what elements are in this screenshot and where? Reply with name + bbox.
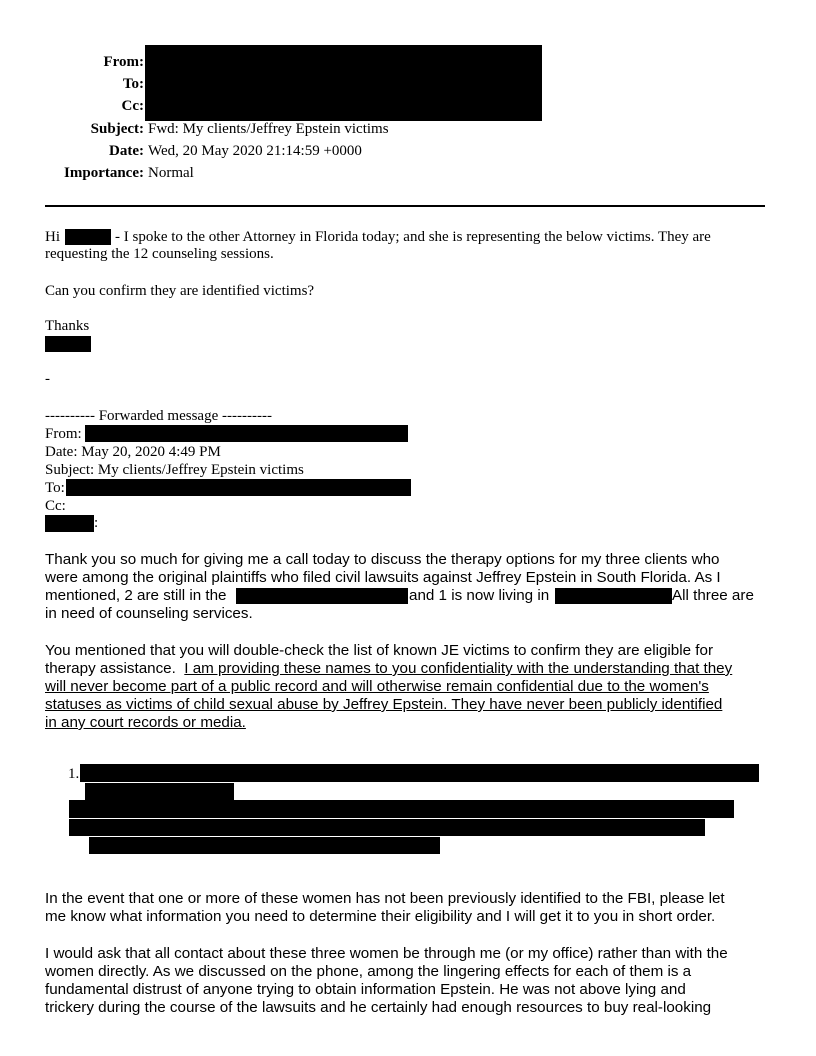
- date-label: Date:: [109, 143, 144, 159]
- reply-line-2: requesting the 12 counseling sessions.: [45, 246, 274, 262]
- p2-line-1: You mentioned that you will double-check the list of known JE victims to confirm they are eligible for: [45, 642, 714, 659]
- reply-line-1: - I spoke to the other Attorney in Florida today; and she is representing the below victims. They are: [115, 229, 711, 245]
- list-number: 1.: [68, 766, 80, 782]
- p1-line-1: Thank you so much for giving me a call today to discuss the therapy options for my three clients who: [45, 551, 720, 568]
- p4-line-1: I would ask that all contact about these three women be through me (or my office) rather than with the: [45, 945, 728, 962]
- list-redaction-4: [69, 819, 705, 836]
- p2-line-2-underlined: I am providing these names to you confidentiality with the understanding that they: [184, 660, 733, 677]
- fwd-cc-colon: :: [94, 515, 99, 531]
- fwd-to-redaction: [66, 479, 411, 496]
- reply-dash: -: [45, 371, 50, 387]
- p2-line-2-plain: therapy assistance.: [45, 660, 185, 677]
- p1-line-2: were among the original plaintiffs who filed civil lawsuits against Jeffrey Epstein in South Florida. As I: [45, 569, 721, 586]
- cc-label: Cc:: [121, 98, 144, 114]
- p2-line-2: [45, 660, 732, 677]
- subject-value: Fwd: My clients/Jeffrey Epstein victims: [148, 121, 389, 137]
- from-label: From:: [103, 54, 144, 70]
- importance-value: Normal: [148, 165, 194, 181]
- p4-line-4: trickery during the course of the lawsuits and he certainly had enough resources to buy real-looking: [45, 999, 712, 1016]
- recipient-name-redaction: [65, 229, 111, 245]
- p4-line-3: fundamental distrust of anyone trying to obtain information Epstein. He was not above lying and: [45, 981, 686, 998]
- forwarded-banner: ---------- Forwarded message ----------: [45, 408, 272, 424]
- reply-thanks: Thanks: [45, 318, 90, 334]
- p1-line-4: in need of counseling services.: [45, 605, 253, 622]
- reply-question: Can you confirm they are identified victims?: [45, 283, 315, 299]
- subject-label: Subject:: [90, 121, 144, 137]
- list-redaction-5: [89, 837, 440, 854]
- location-redaction-1: [236, 588, 408, 604]
- fwd-cc-label: Cc:: [45, 498, 66, 514]
- list-redaction-1: [80, 764, 759, 782]
- fwd-subject-line: Subject: My clients/Jeffrey Epstein victims: [45, 462, 304, 478]
- signature-redaction: [45, 336, 91, 352]
- date-value: Wed, 20 May 2020 21:14:59 +0000: [148, 143, 362, 159]
- p2-line-4: statuses as victims of child sexual abuse by Jeffrey Epstein. They have never been publicly identified: [45, 696, 723, 713]
- fwd-cc-redaction: [45, 515, 94, 532]
- fwd-from-label: From:: [45, 426, 82, 442]
- p3-line-1: In the event that one or more of these women has not been previously identified to the FBI, please let: [45, 890, 725, 907]
- header-divider: [45, 205, 765, 207]
- fwd-date-line: Date: May 20, 2020 4:49 PM: [45, 444, 221, 460]
- location-redaction-2: [555, 588, 672, 604]
- greeting: Hi: [45, 229, 60, 245]
- p2-line-5: in any court records or media.: [45, 714, 246, 731]
- list-redaction-2: [85, 783, 234, 800]
- fwd-to-label: To:: [45, 480, 65, 496]
- importance-label: Importance:: [64, 165, 144, 181]
- header-redaction: [145, 45, 542, 121]
- p4-line-2: women directly. As we discussed on the phone, among the lingering effects for each of them is a: [45, 963, 692, 980]
- to-label: To:: [122, 76, 144, 92]
- list-redaction-3: [69, 800, 734, 818]
- p1-line-3a: mentioned, 2 are still in the: [45, 587, 227, 604]
- p1-line-3c: All three are: [672, 587, 754, 604]
- fwd-from-redaction: [85, 425, 408, 442]
- p2-line-3: will never become part of a public record and will otherwise remain confidential due to the women's: [45, 678, 709, 695]
- p1-line-3b: and 1 is now living in: [409, 587, 550, 604]
- p3-line-2: me know what information you need to determine their eligibility and I will get it to you in short order.: [45, 908, 716, 925]
